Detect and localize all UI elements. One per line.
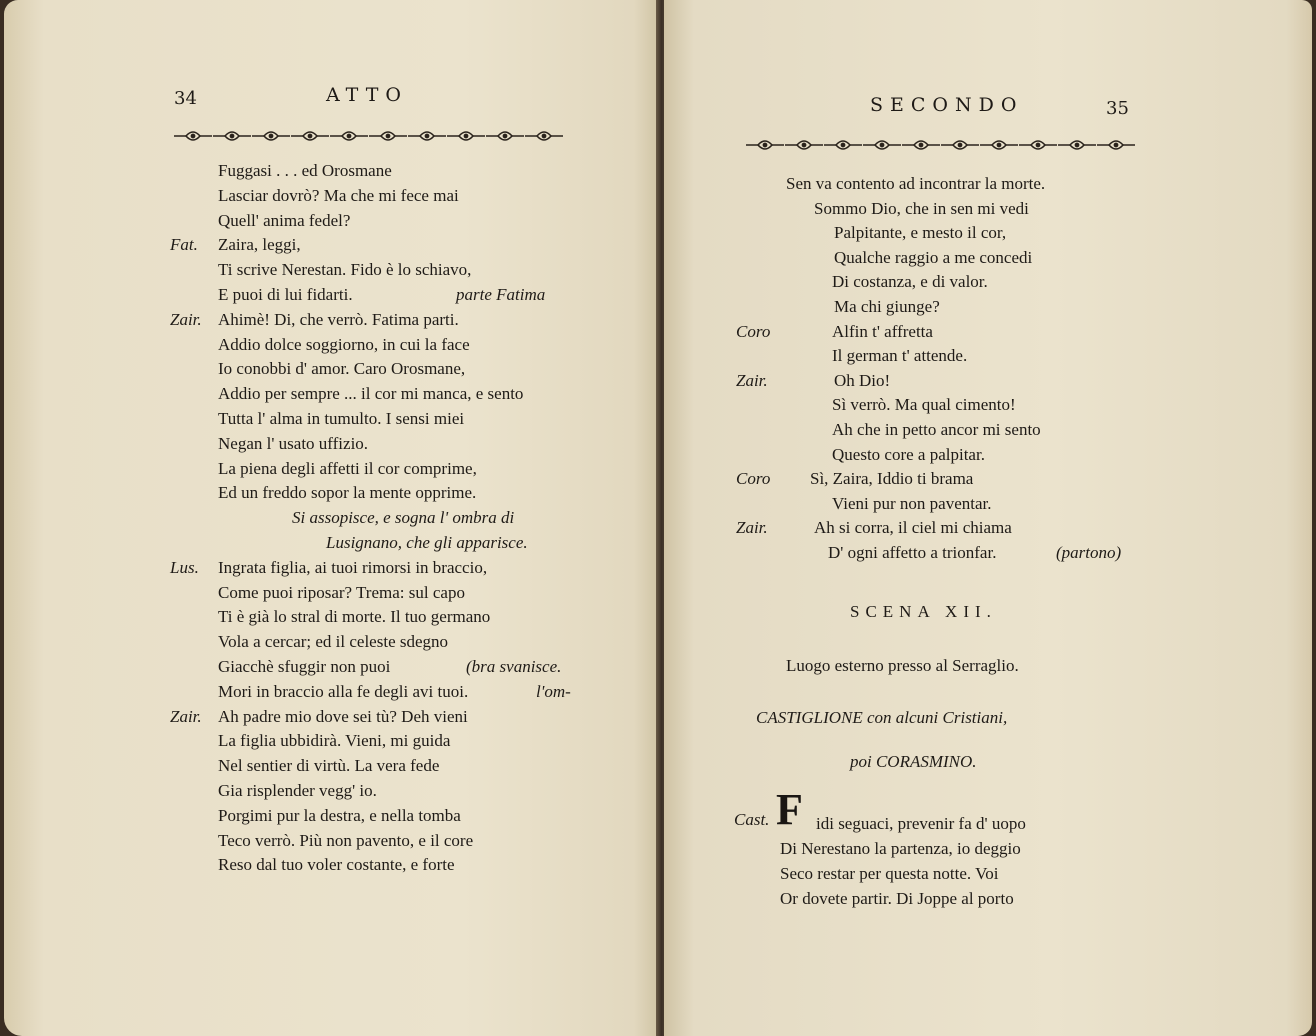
verse-line: Ma chi giunge? — [834, 297, 940, 316]
speaker-label: Lus. — [170, 557, 199, 577]
verse-line: Nel sentier di virtù. La vera fede — [218, 756, 440, 776]
verse-line: La figlia ubbidirà. Vieni, mi guida — [218, 731, 451, 751]
speaker-label: Coro — [736, 469, 771, 489]
speaker-label: Zair. — [170, 309, 202, 329]
verse-line: Ed un freddo sopor la mente opprime. — [218, 483, 477, 503]
verse-line: Fuggasi . . . ed Orosmane — [218, 161, 392, 180]
cast-line: Di Nerestano la partenza, io deggio — [780, 839, 1021, 858]
cast-line: Or dovete partir. Di Joppe al porto — [780, 889, 1014, 908]
verse-line: Oh Dio! — [834, 370, 891, 390]
stage-direction: l'om- — [536, 681, 571, 701]
verse-line: Ti scrive Nerestan. Fido è lo schiavo, — [218, 260, 472, 280]
verse-line: Ingrata figlia, ai tuoi rimorsi in braccio, — [218, 557, 488, 577]
speaker-label: Zair. — [736, 370, 768, 390]
verse-line: La piena degli affetti il cor comprime, — [218, 458, 477, 478]
cast-line: Seco restar per questa notte. Voi — [780, 864, 999, 883]
verse-line: Vola a cercar; ed il celeste sdegno — [218, 632, 449, 652]
verse-line: Gia risplender vegg' io. — [218, 781, 377, 800]
scene-characters-2: poi CORASMINO. — [850, 752, 977, 771]
verse-line: Negan l' usato uffizio. — [218, 433, 369, 453]
verse-line: Ah che in petto ancor mi sento — [832, 420, 1041, 439]
speaker-label: Coro — [736, 321, 771, 341]
left-page — [4, 0, 660, 1036]
verse-line: Tutta l' alma in tumulto. I sensi miei — [218, 409, 465, 428]
verse-line: Palpitante, e mesto il cor, — [834, 223, 1007, 243]
stage-direction: (bra svanisce. — [466, 657, 562, 676]
verse-line: Ahimè! Di, che verrò. Fatima parti. — [218, 309, 459, 329]
verse-line: Questo core a palpitar. — [832, 444, 985, 464]
verse-line: Il german t' attende. — [832, 346, 968, 366]
verse-line: Giacchè sfuggir non puoi — [218, 657, 391, 676]
verse-line: E puoi di lui fidarti. — [218, 285, 353, 304]
verse-line: Porgimi pur la destra, e nella tomba — [218, 805, 461, 825]
verse-line: Di costanza, e di valor. — [832, 272, 988, 292]
right-running-head: SECONDO — [870, 94, 1024, 116]
verse-line: Zaira, leggi, — [218, 235, 301, 255]
verse-line: Addio per sempre ... il cor mi manca, e sento — [218, 384, 524, 404]
cast-line: idi seguaci, prevenir fa d' uopo — [816, 814, 1026, 833]
stage-direction: parte Fatima — [456, 285, 546, 304]
right-ornament-rule — [742, 137, 1138, 153]
verse-line: Io conobbi d' amor. Caro Orosmane, — [218, 359, 466, 379]
left-page-number: 34 — [174, 88, 197, 109]
scene-location: Luogo esterno presso al Serraglio. — [786, 656, 1019, 675]
verse-line: Come puoi riposar? Trema: sul capo — [218, 582, 465, 602]
verse-line: Alfin t' affretta — [832, 321, 933, 341]
verse-line: D' ogni affetto a trionfar. — [828, 543, 997, 562]
verse-line: Ah si corra, il ciel mi chiama — [814, 518, 1012, 538]
drop-cap: F — [776, 785, 803, 834]
right-page-number: 35 — [1106, 98, 1129, 119]
verse-line: Sommo Dio, che in sen mi vedi — [814, 198, 1029, 218]
scene-characters-1: CASTIGLIONE con alcuni Cristiani, — [756, 708, 1008, 727]
speaker-label: Fat. — [170, 235, 198, 255]
verse-line: Quell' anima fedel? — [218, 210, 351, 230]
verse-line: Sen va contento ad incontrar la morte. — [786, 174, 1046, 193]
scene-title: SCENA XII. — [850, 602, 997, 621]
speaker-label: Zair. — [736, 518, 768, 538]
speaker-cast: Cast. — [734, 810, 770, 829]
verse-line: Sì verrò. Ma qual cimento! — [832, 395, 1016, 415]
verse-line: Reso dal tuo voler costante, e forte — [218, 855, 455, 875]
speaker-label: Zair. — [170, 706, 202, 726]
verse-line: Lasciar dovrò? Ma che mi fece mai — [218, 185, 459, 205]
left-ornament-rule — [170, 128, 566, 144]
verse-line: Ah padre mio dove sei tù? Deh vieni — [218, 706, 468, 726]
verse-line: Teco verrò. Più non pavento, e il core — [218, 830, 474, 850]
verse-line: Qualche raggio a me concedi — [834, 247, 1033, 267]
verse-line: Mori in braccio alla fe degli avi tuoi. — [218, 681, 469, 701]
verse-line: Vieni pur non paventar. — [832, 493, 992, 513]
right-page — [664, 0, 1312, 1036]
verse-line: Ti è già lo stral di morte. Il tuo germano — [218, 607, 491, 627]
verse-line: Sì, Zaira, Iddio ti brama — [810, 469, 974, 489]
stage-direction: Lusignano, che gli apparisce. — [326, 533, 528, 552]
verse-line: Addio dolce soggiorno, in cui la face — [218, 334, 470, 354]
left-running-head: ATTO — [326, 84, 408, 106]
stage-direction: (partono) — [1056, 543, 1122, 562]
stage-direction: Si assopisce, e sogna l' ombra di — [292, 508, 515, 528]
